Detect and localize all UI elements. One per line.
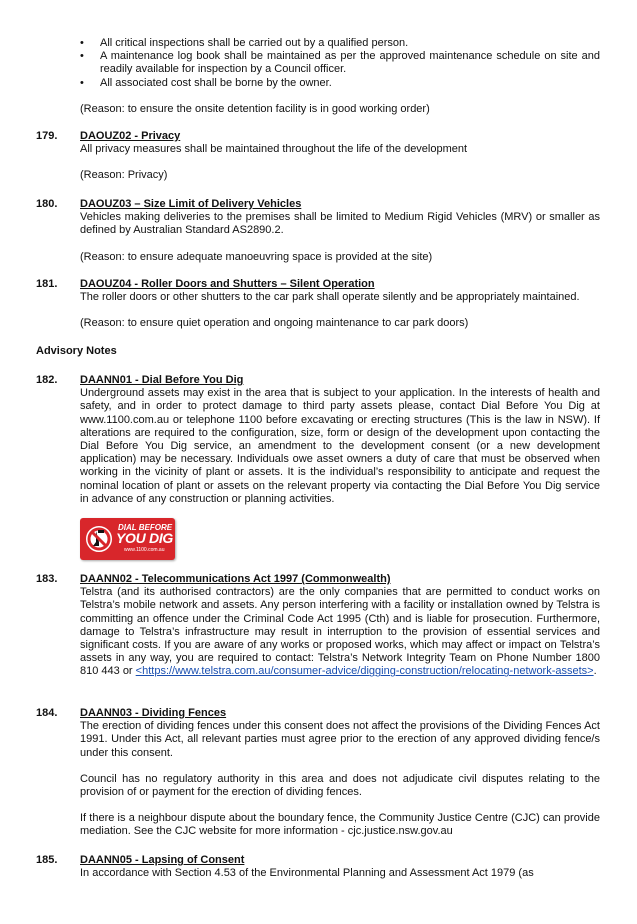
condition-reason: (Reason: Privacy) (80, 169, 168, 182)
condition-reason: (Reason: to ensure quiet operation and ongoing maintenance to car park doors) (80, 317, 469, 330)
condition-number: 181. (36, 278, 58, 290)
condition-paragraph: Telstra (and its authorised contractors) are the only companies that are permitted to conduct works on Telstra’s mobile network and assets. Any person interfering with a facility or installation owned by Telstra is committing an offence under the Criminal Code Act 1995 (Cth) and is liable for prosecution. Furthermore, damage to Telstra’s infrastructure may result in interruption to the provision of essential services and significant costs. If you are aware of any works or proposed works, which may affect or impact on Telstra’s assets in any way, you are required to contact: Telstra’s Network Integrity Team on Phone Number 1800 810 443 or <https://www.telstra.com.au/consumer-advice/digging-construction/relocating-network-assets>. (80, 586, 600, 678)
condition-paragraph: All privacy measures shall be maintained throughout the life of the development (80, 143, 468, 156)
condition-182 (36, 374, 600, 506)
condition-181 (36, 278, 600, 331)
condition-number: 179. (36, 130, 58, 142)
condition-title: DAANN01 - Dial Before You Dig (80, 374, 244, 386)
condition-title: DAOUZ04 - Roller Doors and Shutters – Silent Operation (80, 278, 375, 290)
telstra-link[interactable]: <https://www.telstra.com.au/consumer-advice/digging-construction/relocating-network-assets> (135, 665, 594, 678)
condition-paragraph: The erection of dividing fences under this consent does not affect the provisions of the Dividing Fences Act 1991. Under this Act, all relevant parties must agree prior to the erection of any approved dividing fence/s under this consent. (80, 720, 600, 759)
condition-180 (36, 198, 600, 264)
bullet-marker: • (80, 50, 84, 63)
condition-paragraph: If there is a neighbour dispute about the boundary fence, the Community Justice Centre (CJC) can provide mediation. See the CJC website for more information - cjc.justice.nsw.gov.au (80, 812, 600, 838)
logo-url: www.1100.com.au (124, 547, 165, 553)
advisory-notes-heading: Advisory Notes (36, 345, 117, 357)
condition-reason: (Reason: to ensure adequate manoeuvring space is provided at the site) (80, 250, 433, 263)
condition-paragraph: The roller doors or other shutters to the car park shall operate silently and be appropriately maintained. (80, 291, 580, 304)
list-item: • A maintenance log book shall be maintained as per the approved maintenance schedule on site and readily available for inspection by a Council officer. (80, 50, 600, 76)
bullet-marker: • (80, 76, 84, 89)
condition-number: 180. (36, 198, 58, 210)
condition-title: DAOUZ03 – Size Limit of Delivery Vehicles (80, 198, 302, 210)
condition-paragraph: Underground assets may exist in the area that is subject to your application. In the interests of health and safety, and in order to protect damage to third party assets please, contact Dial Before You Dig at www.1100.com.au or telephone 1100 before excavating or erecting structures (This is the law in NSW). If alterations are required to the configuration, size, form or design of the development upon contacting the Dial Before You Dig service, an amendment to the development consent (or a new development application) may be necessary. Individuals owe asset owners a duty of care that must be observed when working in the vicinity of plant or assets. It is the individual’s responsibility to anticipate and request the nominal location of plant or assets on the relevant property via contacting the Dial Before You Dig service in advance of any construction or planning activities. (80, 387, 600, 505)
condition-number: 182. (36, 374, 58, 386)
dial-before-you-dig-logo (80, 518, 175, 560)
condition-184 (36, 707, 600, 839)
condition-title: DAANN05 - Lapsing of Consent (80, 854, 245, 866)
condition-number: 184. (36, 707, 58, 719)
condition-183 (36, 573, 600, 679)
reason-text: (Reason: to ensure the onsite detention facility is in good working order) (80, 103, 430, 115)
logo-line-2: YOU DIG (116, 530, 174, 546)
condition-title: DAANN03 - Dividing Fences (80, 707, 227, 719)
condition-number: 183. (36, 573, 58, 585)
logo-line-1: DIAL BEFORE (118, 523, 173, 532)
bullet-marker: • (80, 37, 84, 49)
condition-number: 185. (36, 854, 58, 866)
list-item: • All associated cost shall be borne by the owner. (80, 76, 332, 89)
condition-paragraph: In accordance with Section 4.53 of the Environmental Planning and Assessment Act 1979 (as (80, 867, 534, 880)
condition-paragraph: Vehicles making deliveries to the premises shall be limited to Medium Rigid Vehicles (MRV) or smaller as defined by Australian Standard AS2890.2. (80, 211, 600, 237)
list-item: • All critical inspections shall be carried out by a qualified person. (80, 37, 409, 49)
condition-paragraph: Council has no regulatory authority in this area and does not adjudicate civil disputes relating to the provision of or payment for the erection of dividing fences. (80, 772, 600, 799)
no-dig-icon (84, 522, 114, 556)
condition-title: DAANN02 - Telecommunications Act 1997 (Commonwealth) (80, 573, 391, 585)
condition-185 (36, 854, 600, 880)
condition-title: DAOUZ02 - Privacy (80, 130, 181, 142)
condition-179 (36, 130, 600, 183)
inspection-bullet-list (80, 37, 600, 90)
